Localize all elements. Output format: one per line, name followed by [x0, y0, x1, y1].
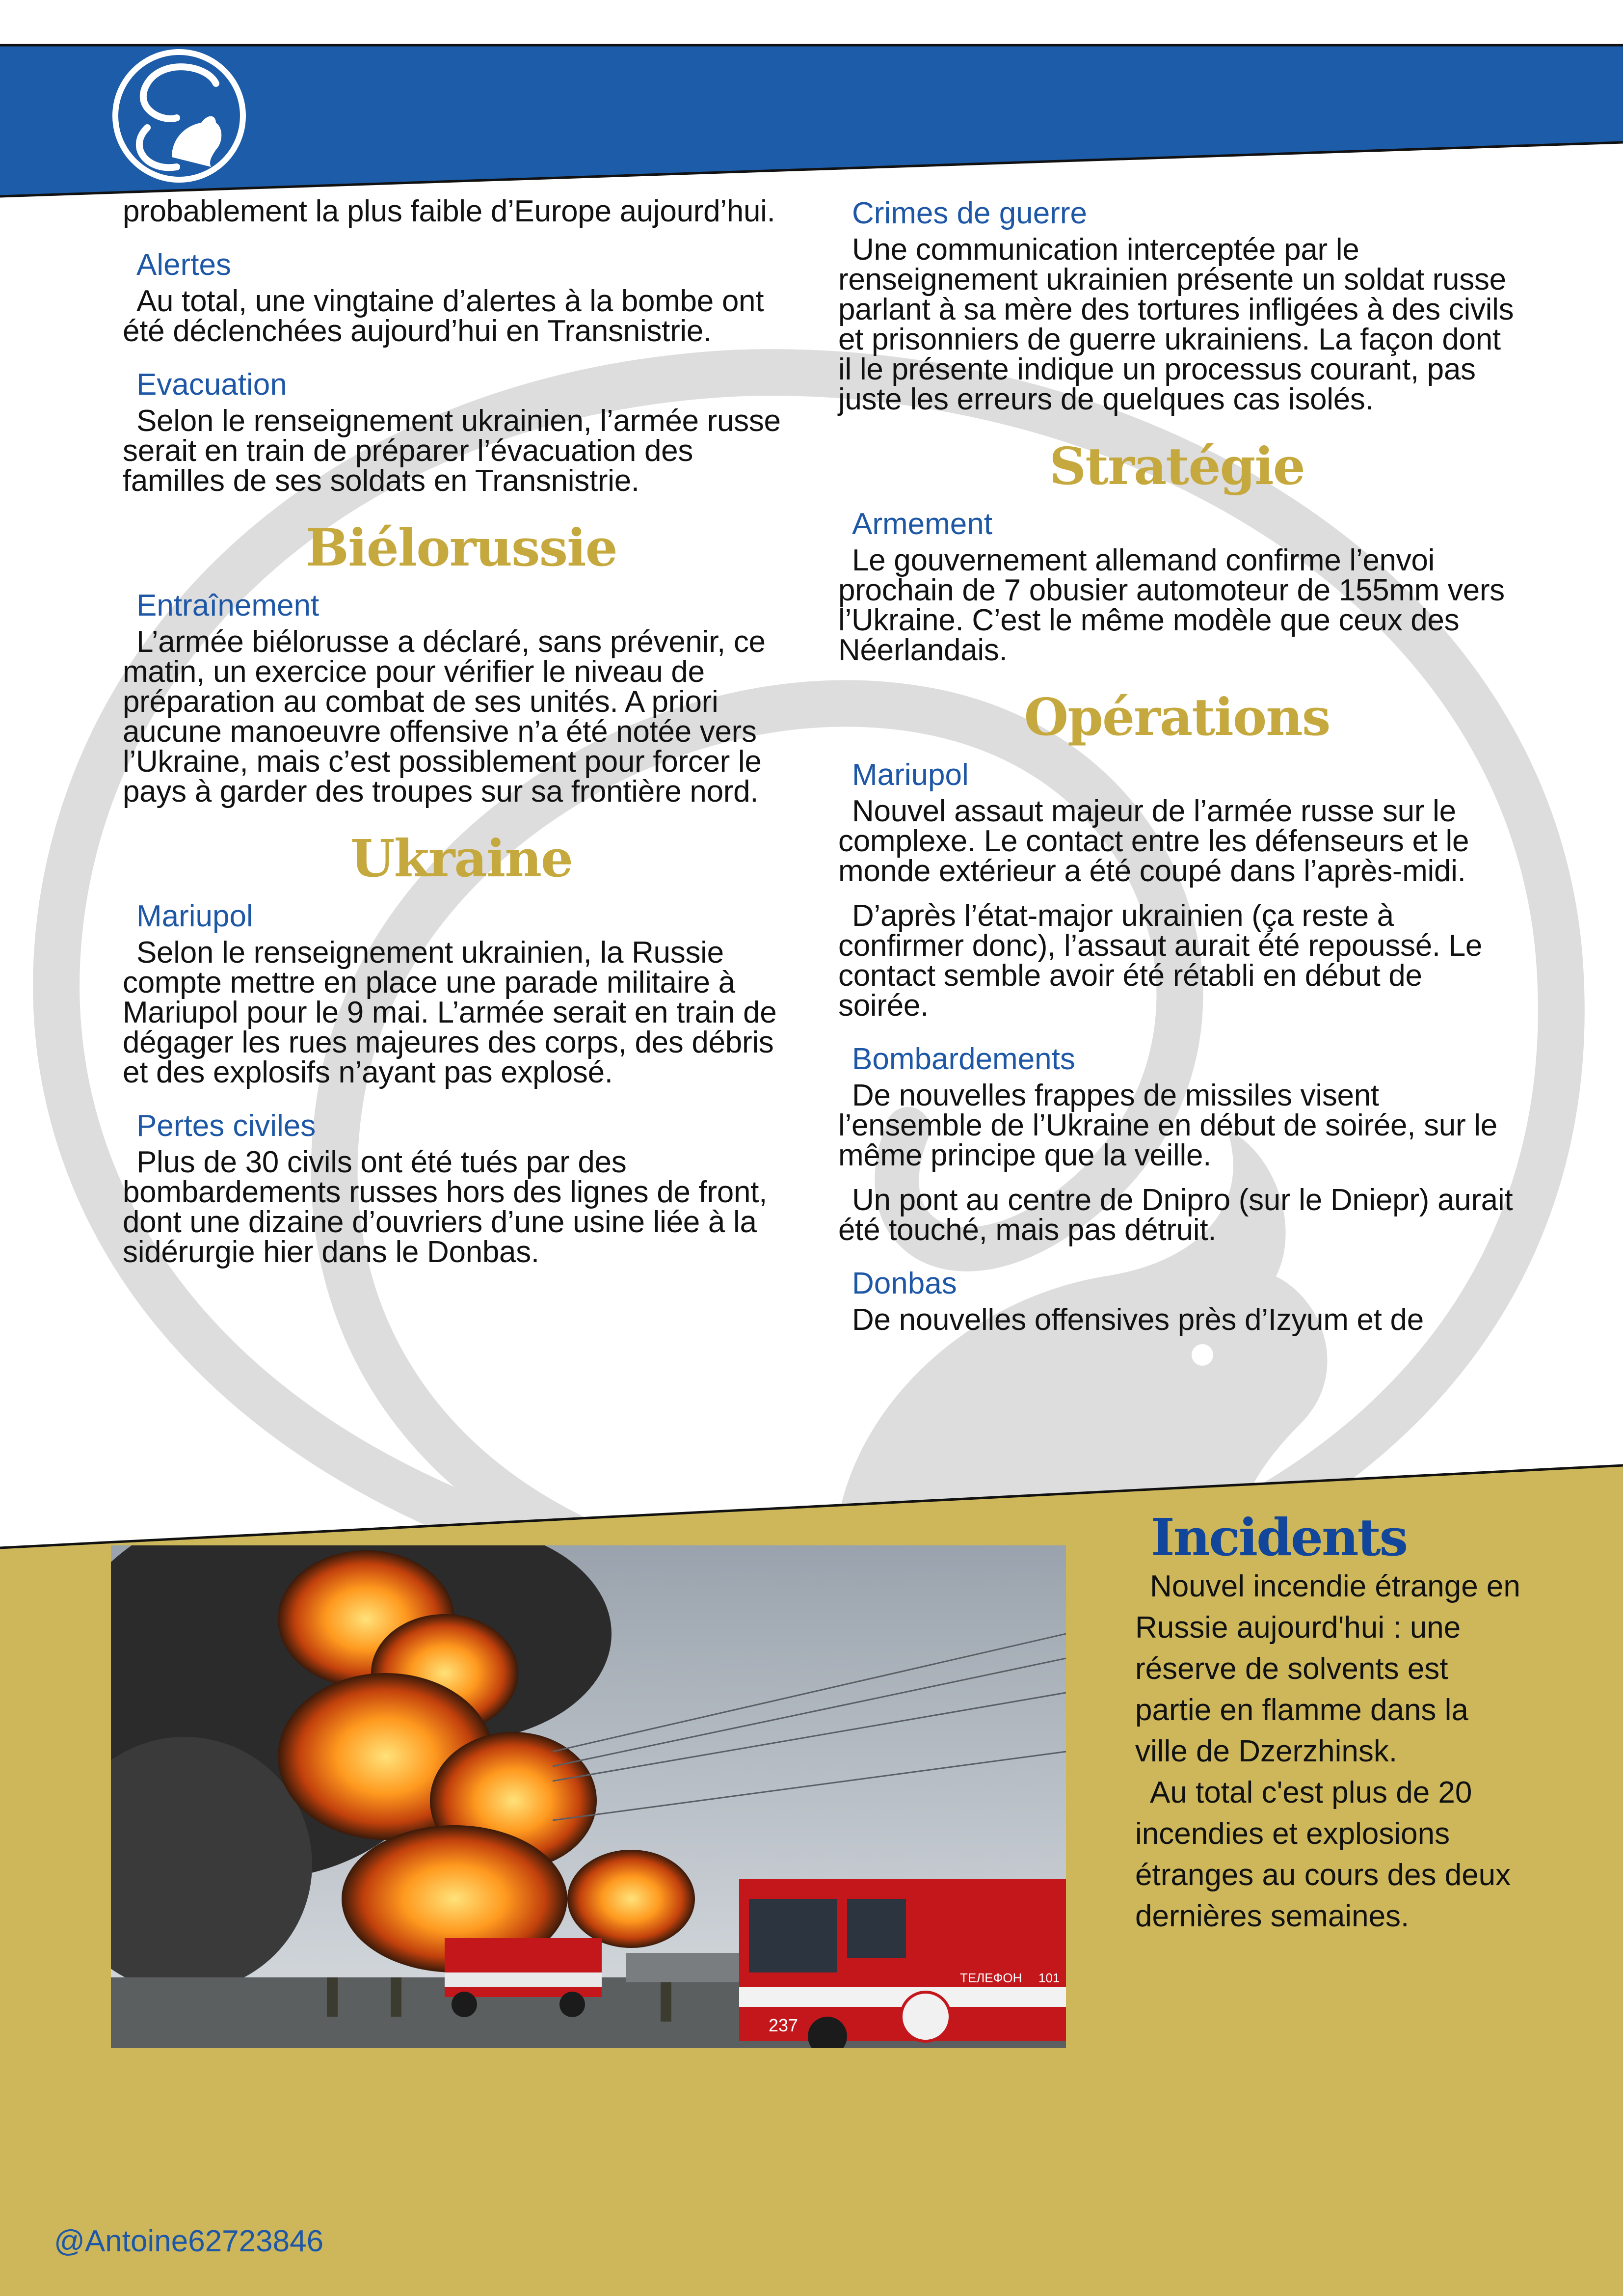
evacuation-text: Selon le renseignement ukrainien, l’armée russe serait en train de préparer l’évacuation des familles de ses soldats en Transnistrie.: [123, 404, 781, 498]
entrainement-text: L’armée biélorusse a déclaré, sans prévenir, ce matin, un exercice pour vérifier le niveau de préparation au combat de ses unités. A priori aucune manoeuvre offensive n’a été notée vers l’Ukraine, mais c’est possiblement pour forcer le pays à garder des troupes sur sa frontière nord.: [123, 625, 766, 809]
fire-photo: [111, 1545, 1066, 2048]
snake-rat-logo-icon: [115, 52, 243, 180]
incidents-paragraph-2: Au total c'est plus de 20 incendies et explosions étranges au cours des deux dernières semaines.: [1135, 1776, 1511, 1933]
incidents-text: [1135, 1566, 1528, 1937]
crimes-text: Une communication interceptée par le renseignement ukrainien présente un soldat russe parlant à sa mère des tortures infligées à des civils et prisonniers de guerre ukrainiens. La façon dont il le présente indique un processus courant, pas juste les erreurs de quelques cas isolés.: [838, 233, 1514, 416]
armement-text: Le gouvernement allemand confirme l’envoi prochain de 7 obusier automoteur de 155mm vers l’Ukraine. C’est le même modèle que ceux des Néerlandais.: [838, 543, 1505, 667]
incidents-paragraph-1: Nouvel incendie étrange en Russie aujourd'hui : une réserve de solvents est partie en flamme dans la ville de Dzerzhinsk.: [1135, 1569, 1520, 1768]
subheading-armement: Armement: [852, 507, 992, 541]
right-column: [838, 196, 1516, 1356]
donbas-text: De nouvelles offensives près d’Izyum et de: [852, 1303, 1424, 1337]
mariupol-assaut-text: Nouvel assaut majeur de l’armée russe sur le complexe. Le contact entre les défenseurs et le monde extérieur a été coupé dans l’après-midi.: [838, 794, 1469, 888]
subheading-mariupol-right: Mariupol: [852, 758, 969, 792]
pertes-civiles-text: Plus de 30 civils ont été tués par des bombardements russes hors des lignes de front, dont une dizaine d’ouvriers d’une usine liée à la sidérurgie hier dans le Donbas.: [123, 1145, 767, 1269]
truck-number: 237: [769, 2015, 798, 2035]
subheading-bombardements: Bombardements: [852, 1042, 1075, 1076]
heading-strategie: Stratégie: [1049, 436, 1304, 496]
intro-text: probablement la plus faible d’Europe aujourd’hui.: [123, 194, 775, 228]
incidents-title: Incidents: [1151, 1507, 1407, 1567]
subheading-alertes: Alertes: [136, 248, 231, 282]
subheading-crimes-de-guerre: Crimes de guerre: [852, 196, 1087, 230]
subheading-donbas: Donbas: [852, 1267, 957, 1300]
heading-ukraine: Ukraine: [350, 828, 573, 889]
alertes-text: Au total, une vingtaine d’alertes à la bombe ont été déclenchées aujourd’hui en Transnistrie.: [123, 284, 764, 348]
subheading-evacuation: Evacuation: [136, 368, 287, 402]
bombardements-text-1: De nouvelles frappes de missiles visent l’ensemble de l’Ukraine en début de soirée, sur le même principe que la veille.: [838, 1079, 1497, 1172]
fire-truck-right: [739, 1879, 1066, 2048]
truck-code: 101: [1038, 1971, 1060, 1985]
heading-bielorussie: Biélorussie: [306, 517, 617, 578]
subheading-pertes-civiles: Pertes civiles: [136, 1109, 316, 1143]
mariupol-repousse-text: D’après l’état-major ukrainien (ça reste à confirmer donc), l’assaut aurait été repoussé. Le contact semble avoir été rétabli en début de soirée.: [838, 899, 1483, 1023]
bombardements-text-2: Un pont au centre de Dnipro (sur le Dniepr) aurait été touché, mais pas détruit.: [838, 1183, 1513, 1247]
heading-operations: Opérations: [1024, 687, 1330, 747]
author-handle[interactable]: @Antoine62723846: [54, 2224, 324, 2258]
left-column: [123, 196, 800, 1289]
mariupol-parade-text: Selon le renseignement ukrainien, la Russie compte mettre en place une parade militaire à Mariupol pour le 9 mai. L’armée serait en train de dégager les rues majeures des corps, des débris et des explosifs n’ayant pas explosé.: [123, 936, 777, 1089]
subheading-entrainement: Entraînement: [136, 589, 319, 622]
truck-label: ТЕЛЕФОН: [960, 1971, 1022, 1985]
subheading-mariupol-left: Mariupol: [136, 899, 253, 933]
